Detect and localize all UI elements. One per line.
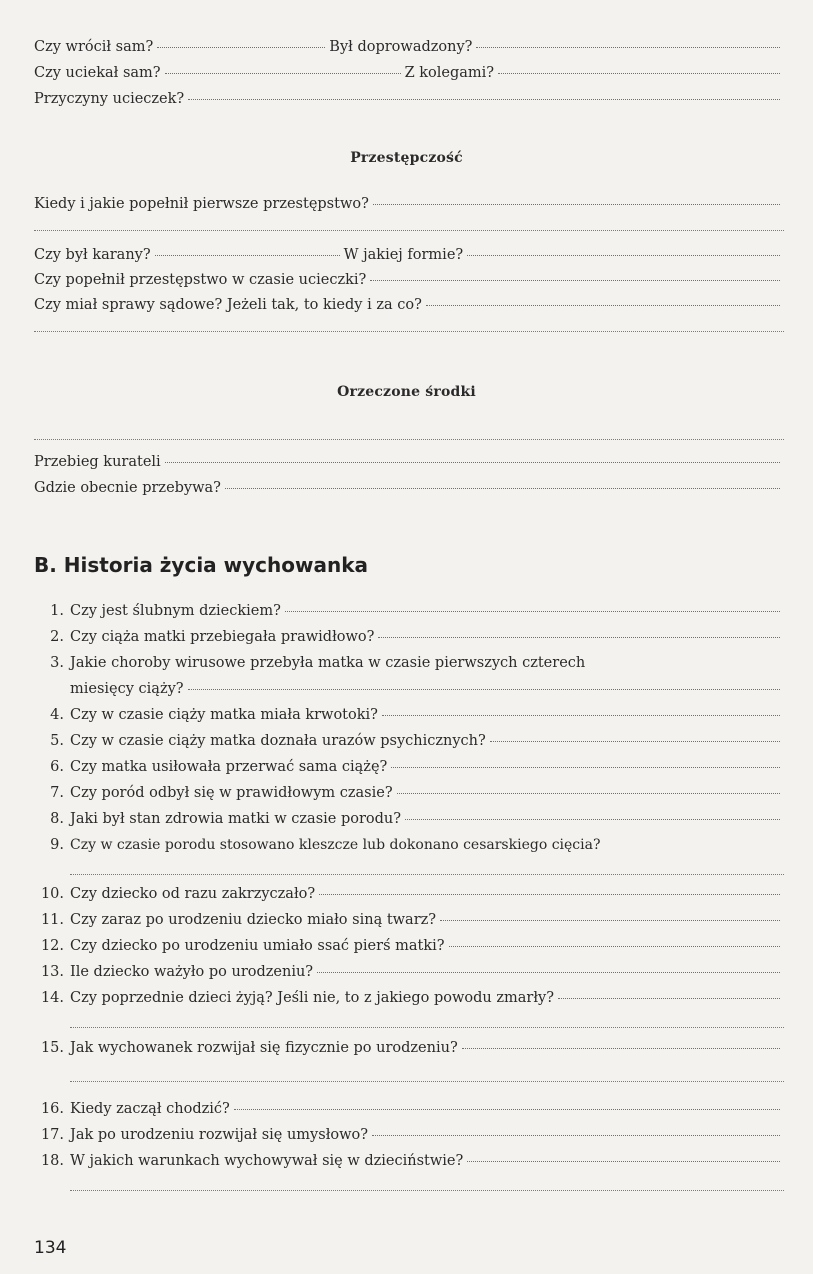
list-item	[36, 705, 784, 725]
item-answer-field[interactable]	[70, 1081, 784, 1082]
item-number: 8.	[50, 811, 64, 827]
item-question: Ile dziecko ważyło po urodzeniu?	[70, 964, 314, 980]
item-answer-field[interactable]	[234, 1109, 780, 1110]
section-b-title: B. Historia życia wychowanka	[34, 553, 368, 577]
item-question: Jaki był stan zdrowia matki w czasie porodu?	[70, 811, 402, 827]
list-item	[36, 1038, 784, 1058]
escape-reasons-row	[34, 89, 784, 109]
list-item	[36, 988, 784, 1008]
measures-line[interactable]	[34, 439, 784, 440]
punished-row	[34, 245, 784, 265]
item-number: 13.	[40, 964, 64, 980]
probation-row	[34, 452, 784, 472]
item-answer-field[interactable]	[70, 1027, 784, 1028]
escape-reasons-label: Przyczyny ucieczek?	[34, 91, 185, 107]
escape-reasons-field[interactable]	[188, 99, 780, 100]
item-answer-field[interactable]	[449, 946, 780, 947]
first-crime-row	[34, 194, 784, 214]
current-location-row	[34, 478, 784, 498]
first-crime-label: Kiedy i jakie popełnił pierwsze przestępstwo?	[34, 196, 369, 212]
list-item	[36, 835, 784, 855]
item-answer-field[interactable]	[440, 920, 780, 921]
current-location-label: Gdzie obecnie przebywa?	[34, 480, 221, 496]
list-item-continuation	[70, 679, 784, 699]
item-number: 6.	[50, 759, 64, 775]
item-number: 12.	[40, 938, 64, 954]
item-question: Czy poród odbył się w prawidłowym czasie?	[70, 785, 393, 801]
list-item	[36, 731, 784, 751]
list-item	[36, 601, 784, 621]
item-number: 4.	[50, 707, 64, 723]
item-number: 9.	[50, 837, 64, 853]
item-number: 15.	[40, 1040, 64, 1056]
current-location-field[interactable]	[225, 488, 780, 489]
list-item	[36, 757, 784, 777]
item-answer-field[interactable]	[70, 874, 784, 875]
item-number: 14.	[40, 990, 64, 1006]
list-item	[36, 653, 784, 673]
measures-heading: Orzeczone środki	[337, 384, 476, 400]
list-item	[36, 962, 784, 982]
item-number: 16.	[40, 1101, 64, 1117]
item-question: Czy w czasie ciąży matka miała krwotoki?	[70, 707, 378, 723]
with-friends-label: Z kolegami?	[404, 65, 495, 81]
item-answer-field[interactable]	[285, 611, 780, 612]
item-answer-field[interactable]	[317, 972, 780, 973]
item-number: 17.	[40, 1127, 64, 1143]
list-item	[36, 1151, 784, 1171]
item-question: Czy poprzednie dzieci żyją? Jeśli nie, to z jakiego powodu zmarły?	[70, 990, 554, 1006]
item-answer-field[interactable]	[558, 998, 780, 999]
brought-back-field[interactable]	[476, 47, 780, 48]
item-answer-field[interactable]	[70, 1190, 784, 1191]
item-question: Jak wychowanek rozwijał się fizycznie po urodzeniu?	[70, 1040, 458, 1056]
item-number: 2.	[50, 629, 64, 645]
list-item	[36, 1099, 784, 1119]
item-question: Kiedy zaczął chodzić?	[70, 1101, 230, 1117]
crime-during-escape-row	[34, 270, 784, 290]
item-question: Czy dziecko po urodzeniu umiało ssać pierś matki?	[70, 938, 445, 954]
item-answer-field[interactable]	[490, 741, 780, 742]
item-number: 7.	[50, 785, 64, 801]
first-crime-field[interactable]	[373, 204, 780, 205]
item-question: Czy zaraz po urodzeniu dziecko miało siną twarz?	[70, 912, 437, 928]
punished-label: Czy był karany?	[34, 247, 151, 263]
ran-alone-field[interactable]	[165, 73, 401, 74]
probation-field[interactable]	[165, 462, 780, 463]
punishment-form-field[interactable]	[467, 255, 780, 256]
item-answer-field[interactable]	[467, 1161, 780, 1162]
item-answer-field[interactable]	[405, 819, 780, 820]
item-question-continuation: miesięcy ciąży?	[70, 681, 184, 697]
list-item	[36, 910, 784, 930]
item-number: 10.	[40, 886, 64, 902]
item-question: Czy dziecko od razu zakrzyczało?	[70, 886, 316, 902]
crime-heading: Przestępczość	[350, 150, 463, 166]
item-answer-field[interactable]	[397, 793, 780, 794]
list-item	[36, 1125, 784, 1145]
item-answer-field[interactable]	[319, 894, 780, 895]
court-cases-field[interactable]	[426, 305, 780, 306]
list-item	[36, 809, 784, 829]
list-item	[36, 783, 784, 803]
first-crime-extra-line[interactable]	[34, 230, 784, 231]
item-question: Czy w czasie ciąży matka doznała urazów psychicznych?	[70, 733, 486, 749]
probation-label: Przebieg kurateli	[34, 454, 161, 470]
item-number: 5.	[50, 733, 64, 749]
item-question: Czy jest ślubnym dzieckiem?	[70, 603, 281, 619]
item-answer-field[interactable]	[372, 1135, 780, 1136]
item-number: 18.	[40, 1153, 64, 1169]
punishment-form-label: W jakiej formie?	[343, 247, 464, 263]
item-number: 11.	[40, 912, 64, 928]
item-question: W jakich warunkach wychowywał się w dzieciństwie?	[70, 1153, 464, 1169]
list-item	[36, 936, 784, 956]
list-item	[36, 627, 784, 647]
item-number: 1.	[50, 603, 64, 619]
brought-back-label: Był doprowadzony?	[329, 39, 473, 55]
item-answer-field[interactable]	[378, 637, 780, 638]
item-number: 3.	[50, 655, 64, 671]
item-question: Jak po urodzeniu rozwijał się umysłowo?	[70, 1127, 369, 1143]
court-cases-label: Czy miał sprawy sądowe? Jeżeli tak, to kiedy i za co?	[34, 297, 422, 313]
punished-field[interactable]	[155, 255, 340, 256]
returned-alone-row	[34, 37, 784, 57]
item-question: Czy matka usiłowała przerwać sama ciążę?	[70, 759, 388, 775]
ran-alone-row	[34, 63, 784, 83]
ran-alone-label: Czy uciekał sam?	[34, 65, 161, 81]
item-answer-field[interactable]	[462, 1048, 780, 1049]
returned-alone-field[interactable]	[157, 47, 325, 48]
item-question: Czy ciąża matki przebiegała prawidłowo?	[70, 629, 375, 645]
court-cases-extra-line[interactable]	[34, 331, 784, 332]
crime-during-escape-label: Czy popełnił przestępstwo w czasie ucieczki?	[34, 272, 367, 288]
list-item	[36, 884, 784, 904]
item-question: Jakie choroby wirusowe przebyła matka w czasie pierwszych czterech	[70, 655, 586, 671]
returned-alone-label: Czy wrócił sam?	[34, 39, 154, 55]
court-cases-row	[34, 295, 784, 315]
page-number: 134	[34, 1238, 67, 1258]
with-friends-field[interactable]	[498, 73, 780, 74]
item-answer-field[interactable]	[188, 689, 780, 690]
item-answer-field[interactable]	[391, 767, 780, 768]
item-question: Czy w czasie porodu stosowano kleszcze lub dokonano cesarskiego cięcia?	[70, 837, 601, 853]
crime-during-escape-field[interactable]	[370, 280, 780, 281]
item-answer-field[interactable]	[382, 715, 780, 716]
